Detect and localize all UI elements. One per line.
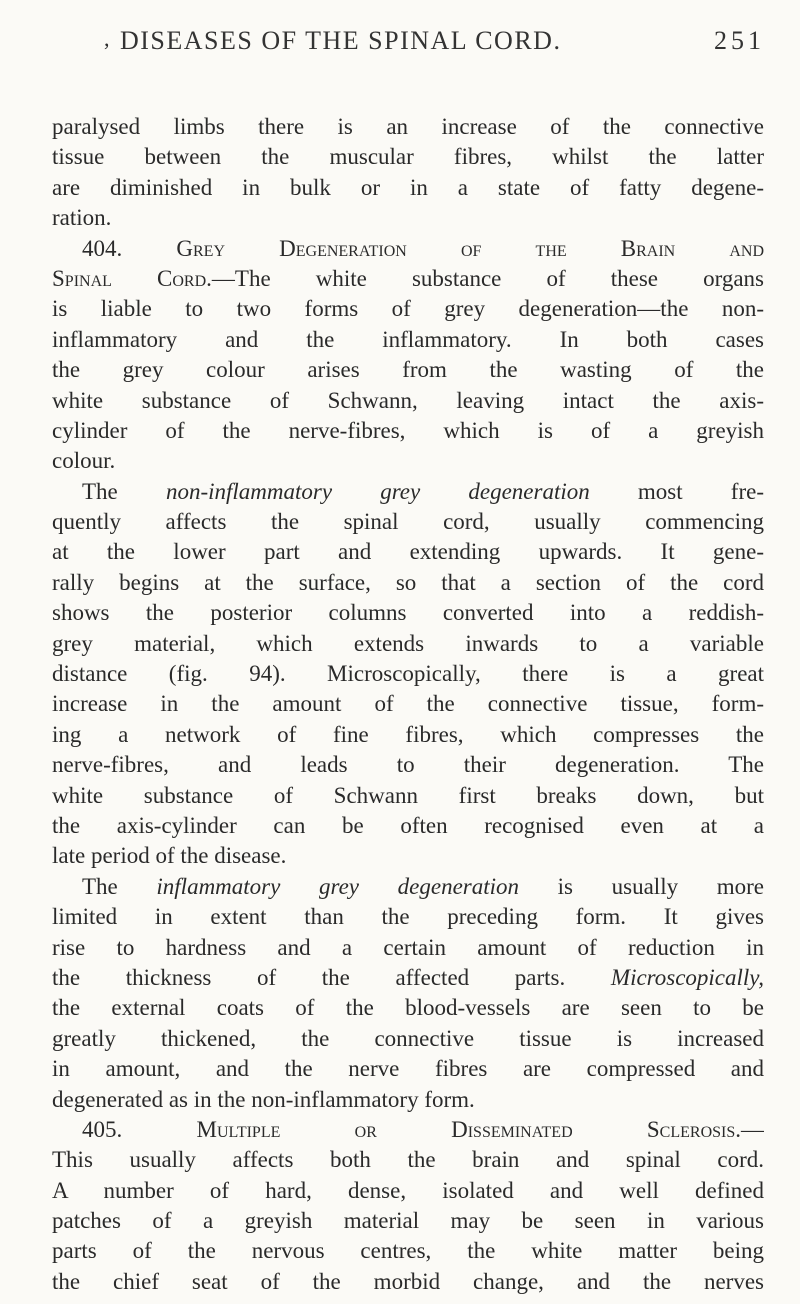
text-line <box>52 689 764 719</box>
line-text: inflammatory and the inflammatory. In both cases <box>52 326 764 352</box>
line-text: most fre- <box>589 478 764 504</box>
line-text: 404. <box>82 235 177 261</box>
text-line <box>52 234 764 264</box>
text-line <box>52 1176 764 1206</box>
line-text: This usually affects both the brain and spinal cord. <box>52 1147 764 1173</box>
text-line <box>52 720 764 750</box>
line-text: white substance of Schwann first breaks down, but <box>52 782 764 808</box>
line-text: increase in the amount of the connective tissue, form- <box>52 691 764 717</box>
text-line <box>52 1206 764 1236</box>
line-text: colour. <box>52 448 116 474</box>
line-text: limited in extent than the preceding form. It gives <box>52 904 764 930</box>
text-line <box>52 963 764 993</box>
line-text: paralysed limbs there is an increase of the connective <box>52 114 764 139</box>
text-line <box>52 386 764 416</box>
line-text: The <box>82 478 166 504</box>
section-heading-text: Multiple or Disseminated Sclerosis. <box>196 1116 741 1142</box>
line-text: is usually more <box>519 873 764 899</box>
line-text: are diminished in bulk or in a state of fatty degene- <box>52 174 764 200</box>
text-line <box>52 1085 764 1115</box>
line-text: the axis-cylinder can be often recognised even at a <box>52 812 764 838</box>
text-line <box>52 781 764 811</box>
text-line <box>52 142 764 172</box>
text-line <box>52 598 764 628</box>
line-text: the thickness of the affected parts. <box>52 964 611 990</box>
page-number: 251 <box>714 26 765 55</box>
text-line <box>52 325 764 355</box>
text-line <box>52 507 764 537</box>
line-text: white substance of Schwann, leaving intact the axis- <box>52 387 764 413</box>
line-text: in amount, and the nerve fibres are compressed and <box>52 1056 764 1082</box>
line-text: rise to hardness and a certain amount of reduction in <box>52 934 764 960</box>
text-line <box>52 629 764 659</box>
text-line <box>52 659 764 689</box>
line-text: greatly thickened, the connective tissue is increased <box>52 1025 764 1051</box>
line-text: rally begins at the surface, so that a section of the cord <box>52 569 764 595</box>
line-text: ration. <box>52 205 112 231</box>
emphasis-text: inflammatory grey degeneration <box>156 873 520 899</box>
line-text: A number of hard, dense, isolated and well defined <box>52 1177 764 1203</box>
text-line <box>52 841 764 871</box>
text-line <box>52 355 764 385</box>
text-line <box>52 568 764 598</box>
line-text: nerve-fibres, and leads to their degeneration. The <box>52 752 764 778</box>
text-line <box>52 1267 764 1297</box>
line-text: — <box>741 1116 764 1142</box>
line-text: shows the posterior columns converted into a reddish- <box>52 600 764 626</box>
line-text: the external coats of the blood-vessels are seen to be <box>52 995 764 1021</box>
line-text: quently affects the spinal cord, usually commencing <box>52 509 764 535</box>
text-line <box>52 993 764 1023</box>
text-line <box>52 750 764 780</box>
text-line <box>52 1024 764 1054</box>
line-text: The <box>82 873 157 899</box>
text-line <box>52 416 764 446</box>
text-line <box>52 446 764 476</box>
line-text: —The white substance of these organs <box>211 265 764 291</box>
line-text: parts of the nervous centres, the white matter being <box>52 1238 764 1264</box>
line-text: grey material, which extends inwards to a variable <box>52 630 764 656</box>
emphasis-text: non-inflammatory grey degeneration <box>165 478 590 504</box>
text-line <box>52 477 764 507</box>
line-text: the chief seat of the morbid change, and the nerves <box>52 1268 764 1294</box>
line-text: late period of the disease. <box>52 843 287 869</box>
line-text: degenerated as in the non-inflammatory form. <box>52 1086 475 1112</box>
text-line <box>52 872 764 902</box>
emphasis-text: Microscopically, <box>610 964 764 990</box>
text-line <box>52 811 764 841</box>
text-line <box>52 112 764 142</box>
text-line <box>52 1236 764 1266</box>
body-text <box>52 112 764 1297</box>
line-text: the grey colour arises from the wasting of the <box>52 357 764 383</box>
line-text: at the lower part and extending upwards. It gene- <box>52 539 764 565</box>
text-line <box>52 1115 764 1145</box>
running-title: DISEASES OF THE SPINAL CORD. <box>120 26 562 55</box>
header-bullet: , <box>104 26 110 51</box>
text-line <box>52 173 764 203</box>
text-line <box>52 203 764 233</box>
text-line <box>52 1145 764 1175</box>
line-text: distance (fig. 94). Microscopically, there is a great <box>52 661 764 687</box>
running-header <box>0 26 800 66</box>
line-text: ing a network of fine fibres, which compresses the <box>52 721 764 747</box>
text-line <box>52 294 764 324</box>
text-line <box>52 1054 764 1084</box>
text-line <box>52 902 764 932</box>
line-text: cylinder of the nerve-fibres, which is of a greyish <box>52 417 764 443</box>
line-text: tissue between the muscular fibres, whilst the latter <box>52 144 764 170</box>
section-heading-text: Grey Degeneration of the Brain and <box>176 235 764 261</box>
line-text: patches of a greyish material may be seen in various <box>52 1208 764 1234</box>
section-heading-text: Spinal Cord. <box>52 265 212 291</box>
text-line <box>52 264 764 294</box>
line-text: 405. <box>82 1116 197 1142</box>
text-line <box>52 933 764 963</box>
line-text: is liable to two forms of grey degeneration—the non- <box>52 296 764 322</box>
text-line <box>52 537 764 567</box>
